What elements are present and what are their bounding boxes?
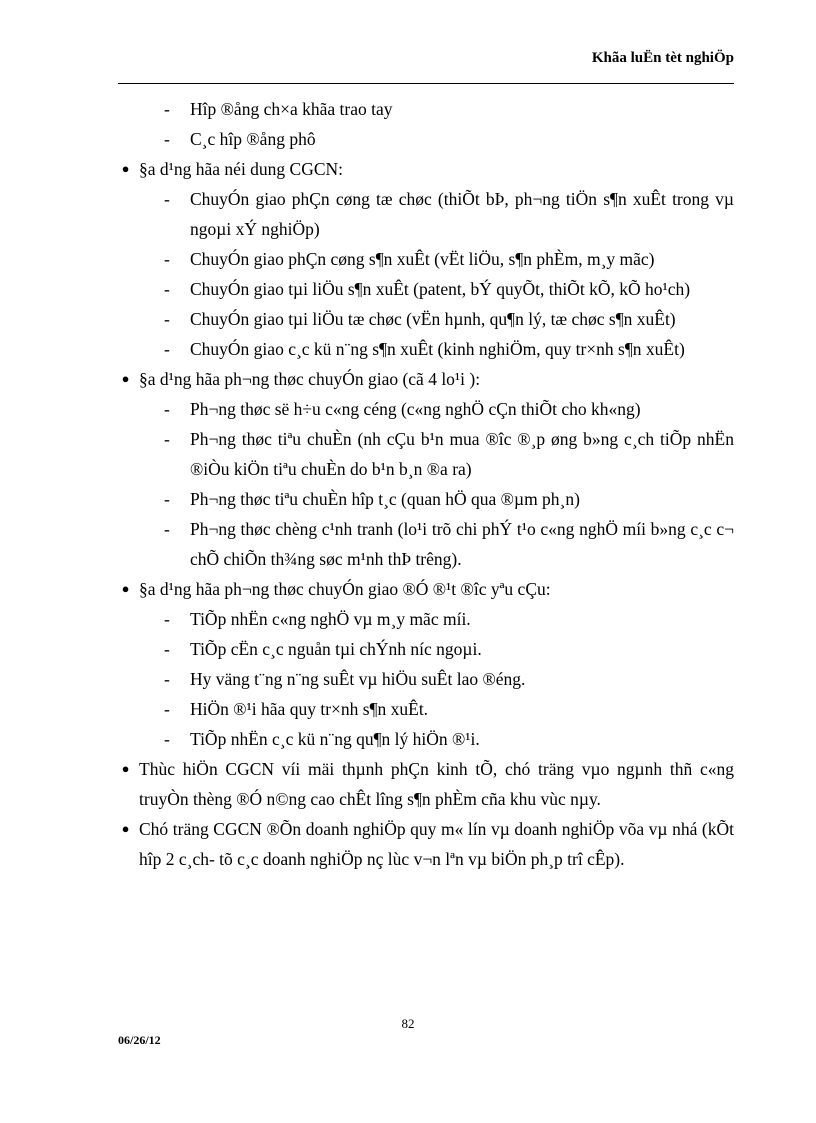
bullet-icon: ● — [121, 581, 130, 596]
header-rule — [118, 83, 734, 84]
dash-marker: - — [164, 699, 170, 719]
list-item-text: ChuyÓn giao c¸c kü n¨ng s¶n xuÊt (kinh nghiÖm, quy tr×nh s¶n xuÊt) — [190, 339, 685, 359]
list-item-text: ChuyÓn giao tµi liÖu tæ chøc (vËn hµnh, qu¶n lý, tæ chøc s¶n xuÊt) — [190, 309, 676, 329]
list-item-text: Ph¬ng thøc tiªu chuÈn hîp t¸c (quan hÖ qua ®µm ph¸n) — [190, 489, 580, 509]
bullet-item-text: §a d¹ng hãa ph¬ng thøc chuyÓn giao (cã 4 lo¹i ): — [139, 369, 481, 389]
page-header-title: Khãa luËn tèt nghiÖp — [591, 50, 734, 66]
list-item-text: Hîp ®ång ch×a khãa trao tay — [190, 99, 393, 119]
list-item-text: Hy väng t¨ng n¨ng suÊt vµ hiÖu suÊt lao ®éng. — [190, 669, 526, 689]
list-item — [164, 694, 734, 724]
list-item — [164, 514, 734, 574]
list-item-text: TiÕp cËn c¸c nguån tµi chÝnh níc ngoµi. — [190, 639, 482, 659]
dash-marker: - — [164, 309, 170, 329]
dash-marker: - — [164, 489, 170, 509]
dash-marker: - — [164, 99, 170, 119]
list-item — [164, 244, 734, 274]
list-item — [164, 394, 734, 424]
list-item — [164, 184, 734, 244]
dash-marker: - — [164, 519, 170, 539]
dash-marker: - — [164, 129, 170, 149]
bullet-icon: ● — [121, 161, 130, 176]
list-item — [164, 484, 734, 514]
bullet-item — [112, 154, 734, 184]
dash-marker: - — [164, 339, 170, 359]
list-item — [164, 94, 734, 124]
page-date: 06/26/12 — [118, 1033, 161, 1047]
list-item — [164, 124, 734, 154]
dash-marker: - — [164, 399, 170, 419]
bullet-item-text: Chó träng CGCN ®Õn doanh nghiÖp quy m« lín vµ doanh nghiÖp võa vµ nhá (kÕt hîp 2 c¸ch- tõ c¸c doanh nghiÖp nç lùc v¬n lªn vµ biÖn ph¸p trî cÊp). — [139, 819, 734, 869]
list-item — [164, 664, 734, 694]
list-item — [164, 724, 734, 754]
list-item-text: TiÕp nhËn c¸c kü n¨ng qu¶n lý hiÖn ®¹i. — [190, 729, 480, 749]
list-item-text: TiÕp nhËn c«ng nghÖ vµ m¸y mãc míi. — [190, 609, 471, 629]
bullet-icon: ● — [121, 371, 130, 386]
list-item-text: HiÖn ®¹i hãa quy tr×nh s¶n xuÊt. — [190, 699, 429, 719]
list-item-text: ChuyÓn giao phÇn cøng tæ chøc (thiÕt bÞ, ph¬ng tiÖn s¶n xuÊt trong vµ ngoµi xÝ nghiÖp) — [190, 189, 734, 239]
bullet-item-text: §a d¹ng hãa ph¬ng thøc chuyÓn giao ®Ó ®¹t ®îc yªu cÇu: — [139, 579, 551, 599]
list-item-text: Ph¬ng thøc së h÷u c«ng céng (c«ng nghÖ cÇn thiÕt cho kh«ng) — [190, 399, 641, 419]
list-item — [164, 604, 734, 634]
list-item — [164, 634, 734, 664]
bullet-item-text: Thùc hiÖn CGCN víi mäi thµnh phÇn kinh tÕ, chó träng vµo ngµnh thñ c«ng truyÒn thèng ®Ó n©ng cao chÊt lîng s¶n phÈm cña khu vùc nµy. — [139, 759, 734, 809]
list-item-text: Ph¬ng thøc tiªu chuÈn (nh cÇu b¹n mua ®îc ®¸p øng b»ng c¸ch tiÕp nhËn ®iÒu kiÖn tiªu chuÈn do b¹n b¸n ®a ra) — [190, 429, 734, 479]
bullet-item-text: §a d¹ng hãa néi dung CGCN: — [139, 159, 344, 179]
list-item-text: ChuyÓn giao phÇn cøng s¶n xuÊt (vËt liÖu, s¶n phÈm, m¸y mãc) — [190, 249, 655, 269]
list-item-text: C¸c hîp ®ång phô — [190, 129, 316, 149]
bullet-icon: ● — [121, 761, 130, 776]
dash-marker: - — [164, 279, 170, 299]
list-item — [164, 334, 734, 364]
bullet-item — [112, 814, 734, 874]
dash-marker: - — [164, 729, 170, 749]
list-item — [164, 274, 734, 304]
page-number: 82 — [401, 1016, 415, 1031]
bullet-item — [112, 754, 734, 814]
dash-marker: - — [164, 189, 170, 209]
list-item-text: ChuyÓn giao tµi liÖu s¶n xuÊt (patent, bÝ quyÕt, thiÕt kÕ, kÕ ho¹ch) — [190, 279, 691, 299]
list-item-text: Ph¬ng thøc chèng c¹nh tranh (lo¹i trõ chi phÝ t¹o c«ng nghÖ míi b»ng c¸c c¬ chÕ chiÕn th¾ng søc m¹nh thÞ trêng). — [190, 519, 734, 569]
dash-marker: - — [164, 639, 170, 659]
dash-marker: - — [164, 609, 170, 629]
bullet-icon: ● — [121, 821, 130, 836]
dash-marker: - — [164, 669, 170, 689]
bullet-item — [112, 574, 734, 604]
dash-marker: - — [164, 249, 170, 269]
document-body — [112, 94, 734, 874]
dash-marker: - — [164, 429, 170, 449]
list-item — [164, 424, 734, 484]
bullet-item — [112, 364, 734, 394]
list-item — [164, 304, 734, 334]
